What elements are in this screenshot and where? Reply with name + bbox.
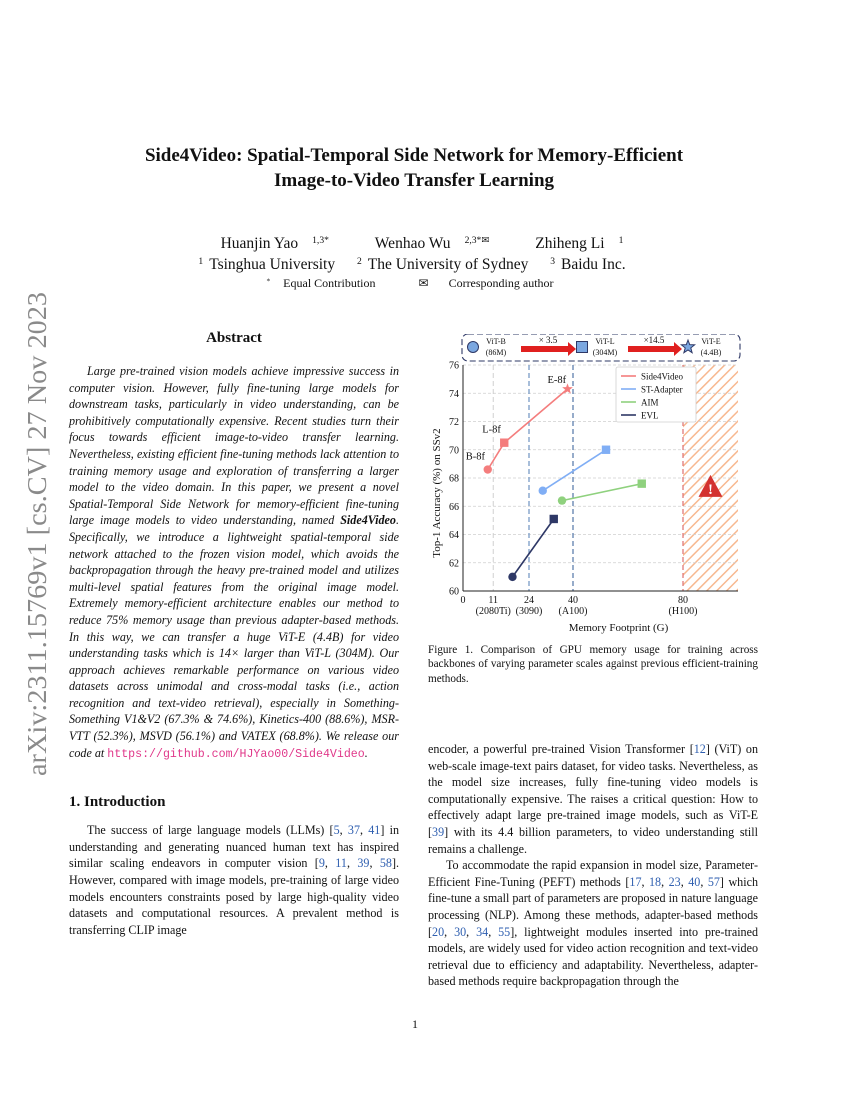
backbone-name: ViT-E bbox=[701, 337, 721, 346]
y-tick-label: 68 bbox=[449, 473, 459, 485]
paper-title bbox=[100, 143, 728, 193]
intro-paragraph-3: To accommodate the rapid expansion in model size, Parameter-Efficient Fine-Tuning (PEFT) methods [17, 18, 23, 40, 57] which fine-tune a small part of parameters are proposed in nature language processing (NLP). Among these methods, adapter-based methods [20, 30, 34, 55], lightweight modules inserted into pre-trained models, are widely used for video action recognition and text-video retrieval due to efficiency and adaptability. Nevertheless, adapter-based methods require backpropagation through the bbox=[428, 858, 759, 989]
x-tick-sublabel: (H100) bbox=[668, 606, 698, 617]
x-tick-label: 24 bbox=[524, 595, 534, 606]
y-tick-label: 76 bbox=[449, 360, 459, 372]
author: Wenhao Wu $^{2,3*✉}$ bbox=[374, 235, 490, 252]
backbone-name: ViT-L bbox=[595, 337, 615, 346]
figure-1 bbox=[428, 334, 758, 634]
legend-label: EVL bbox=[641, 410, 659, 421]
author-names bbox=[160, 233, 670, 254]
backbone-size: (86M) bbox=[485, 348, 507, 357]
backbone-size: (304M) bbox=[592, 348, 618, 357]
citation-link[interactable]: 30 bbox=[454, 924, 467, 939]
data-point-side4video bbox=[500, 438, 508, 446]
y-tick-label: 72 bbox=[449, 417, 459, 428]
x-tick-sublabel: (2080Ti) bbox=[475, 606, 511, 617]
corresponding-note: ✉ Corresponding author bbox=[418, 276, 554, 290]
equal-contribution-note: * Equal Contribution bbox=[266, 276, 376, 290]
x-tick-sublabel: (3090) bbox=[515, 606, 543, 617]
data-point-evl bbox=[550, 515, 558, 523]
y-tick-label: 66 bbox=[449, 501, 459, 513]
citation-link[interactable]: 37 bbox=[347, 823, 360, 838]
title-line-1: Side4Video: Spatial-Temporal Side Network for Memory-Efficient bbox=[144, 145, 684, 166]
data-point-side4video bbox=[484, 465, 492, 473]
affiliation: $^1$ Tsinghua University bbox=[198, 256, 336, 273]
y-tick-label: 60 bbox=[449, 586, 459, 598]
intro-paragraph-1: The success of large language models (LLMs) [5, 37, 41] in understanding and generating nuanced human text has inspired similar scaling endeavors in computer vision [9, 11, 39, 58]. However, compared with image models, pre-training of large video models encounters constraints posed by large high-quality video datasets and computational resources. A prevalent method is transferring CLIP image bbox=[69, 823, 399, 937]
author: Zhiheng Li $^1$ bbox=[535, 235, 624, 252]
point-label: E-8f bbox=[547, 375, 567, 387]
page-number: 1 bbox=[412, 1017, 418, 1031]
x-tick-label: 0 bbox=[460, 595, 466, 606]
backbone-size: (4.4B) bbox=[700, 348, 722, 357]
series-line-evl bbox=[513, 519, 554, 577]
x-tick-sublabel: (A100) bbox=[558, 606, 588, 617]
citation-link[interactable]: 23 bbox=[668, 874, 681, 889]
affiliation: $^2$ The University of Sydney bbox=[356, 256, 529, 273]
x-tick-label: 80 bbox=[678, 595, 688, 606]
legend-label: ST-Adapter bbox=[641, 384, 683, 395]
warning-icon-glyph: ! bbox=[708, 481, 713, 498]
scale-factor-label: × 3.5 bbox=[538, 335, 558, 345]
author: Huanjin Yao $^{1,3*}$ bbox=[220, 235, 329, 252]
y-tick-label: 74 bbox=[449, 388, 459, 400]
citation-link[interactable]: 12 bbox=[693, 742, 706, 756]
series-line-st-adapter bbox=[543, 450, 606, 491]
citation-link[interactable]: 57 bbox=[707, 874, 720, 889]
affiliation: $^3$ Baidu Inc. bbox=[550, 256, 626, 273]
citation-link[interactable]: 11 bbox=[335, 856, 347, 871]
citation-link[interactable]: 5 bbox=[333, 823, 340, 838]
data-point-aim bbox=[638, 479, 646, 487]
y-axis-label: Top-1 Accuracy (%) on SSv2 bbox=[431, 428, 443, 558]
arxiv-stamp bbox=[10, 292, 58, 776]
y-tick-label: 62 bbox=[449, 558, 459, 570]
abstract-heading: Abstract bbox=[206, 330, 262, 346]
backbone-name: ViT-B bbox=[486, 337, 506, 346]
abstract-text: Large pre-trained vision models achieve impressive success in computer vision. However, fully fine-tuning large models for downstream tasks, particularly in video understanding, can be prohibitively computationally expensive. Recent studies turn their focus towards efficient image-to-video transfer learning. Nevertheless, existing efficient fine-tuning methods lack attention to training memory usage and exploration of transferring a larger model to the video domain. In this paper, we present a novel Spatial-Temporal Side Network for memory-efficient fine-tuning large image models to video understanding, named Side4Video. Specifically, we introduce a lightweight spatial-temporal side network attached to the frozen vision model, which avoids the backpropagation through the heavy pre-trained model and utilizes multi-level spatial features from the original image model. Extremely memory-efficient architecture enables our method to reduce 75% memory usage than previous adapter-based methods. In this way, we can transfer a huge ViT-E (4.4B) for video understanding tasks which is 14× larger than ViT-L (304M). Our approach achieves remarkable performance on various video datasets across unimodal and cross-modal tasks (i.e., action recognition and text-video retrieval), especially in Something-Something V1&V2 (67.3% & 74.6%), Kinetics-400 (88.6%), MSR-VTT (52.3%), MSVD (56.1%) and VATEX (68.8%). We release our code at https://github.com/HJYao00/Side4Video. bbox=[69, 364, 399, 761]
x-tick-label: 11 bbox=[488, 595, 499, 606]
intro-paragraph-2: encoder, a powerful pre-trained Vision Transformer [12] (ViT) on web-scale image-text pairs dataset, for video tasks. Nevertheless, as the model size increases, fully fine-tuning video models is computationally expensive. The raises a critical question: How to effectively adapt large pre-trained image models, such as ViT-E [39] with its 4.4 billion parameters, to video understanding still remains a challenge. bbox=[428, 742, 758, 856]
data-point-st-adapter bbox=[602, 446, 610, 454]
citation-link[interactable]: 34 bbox=[476, 924, 489, 939]
left-column bbox=[69, 330, 399, 938]
legend-label: AIM bbox=[641, 397, 659, 408]
citation-link[interactable]: 20 bbox=[432, 924, 445, 939]
author-notes bbox=[200, 276, 630, 291]
citation-link[interactable]: 17 bbox=[629, 874, 642, 889]
right-column-body bbox=[428, 741, 758, 990]
data-point-evl bbox=[508, 573, 516, 581]
citation-link[interactable]: 58 bbox=[379, 856, 392, 871]
affiliations bbox=[160, 254, 670, 275]
citation-link[interactable]: 55 bbox=[498, 924, 511, 939]
citation-link[interactable]: 9 bbox=[318, 856, 325, 871]
citation-link[interactable]: 39 bbox=[357, 856, 370, 871]
point-label: B-8f bbox=[465, 451, 485, 463]
citation-link[interactable]: 41 bbox=[368, 823, 381, 838]
vit-l-marker-icon bbox=[577, 342, 588, 353]
x-tick-label: 40 bbox=[568, 595, 578, 606]
legend-label: Side4Video bbox=[641, 371, 683, 382]
y-tick-label: 70 bbox=[449, 445, 459, 457]
intro-heading: 1. Introduction bbox=[69, 794, 166, 811]
figure-caption: Figure 1. Comparison of GPU memory usage for training across backbones of varying parameter scales against previous efficient-training methods. bbox=[428, 644, 758, 685]
author-block bbox=[160, 233, 670, 275]
citation-link[interactable]: 40 bbox=[688, 874, 701, 889]
point-label: L-8f bbox=[482, 424, 501, 436]
envelope-icon: ✉ bbox=[418, 276, 429, 290]
x-axis-label: Memory Footprint (G) bbox=[568, 622, 669, 634]
method-name: Side4Video bbox=[340, 513, 396, 528]
citation-link[interactable]: 18 bbox=[649, 874, 662, 889]
scale-factor-label: ×14.5 bbox=[643, 335, 665, 345]
arxiv-id: arXiv:2311.15769v1 [cs.CV] 27 Nov 2023 bbox=[22, 313, 52, 776]
data-point-st-adapter bbox=[539, 487, 547, 495]
memory-accuracy-chart bbox=[428, 334, 758, 634]
citation-link[interactable]: 39 bbox=[432, 824, 445, 839]
vit-b-marker-icon bbox=[468, 342, 479, 353]
y-tick-label: 64 bbox=[449, 530, 459, 541]
code-link[interactable]: https://github.com/HJYao00/Side4Video bbox=[107, 747, 365, 761]
envelope-icon: ✉ bbox=[481, 235, 490, 247]
right-column bbox=[428, 334, 758, 686]
data-point-aim bbox=[558, 496, 566, 504]
series-line-aim bbox=[562, 484, 642, 501]
title-line-2: Image-to-Video Transfer Learning bbox=[273, 170, 555, 191]
